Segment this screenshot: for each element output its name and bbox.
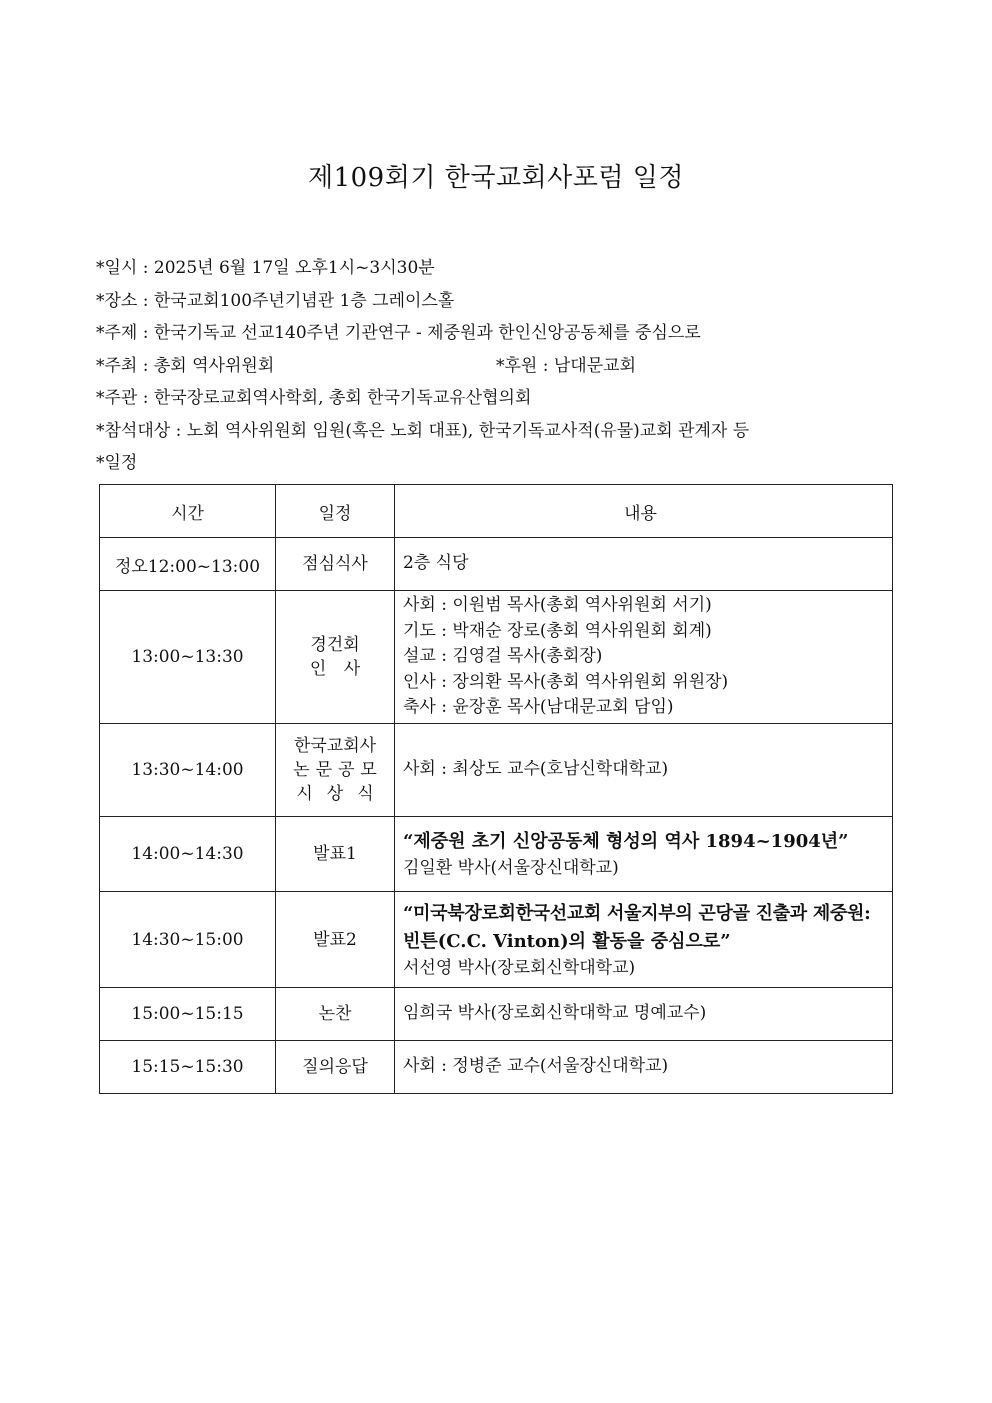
content-line: 임희국 박사(장로회신학대학교 명예교수) xyxy=(403,1003,707,1024)
row-time: 13:30~14:00 xyxy=(100,724,276,817)
presentation-speaker: 서선영 박사(장로회신학대학교) xyxy=(403,957,636,978)
info-host-row xyxy=(96,350,896,383)
presentation-title: 빈튼(C.C. Vinton)의 활동을 중심으로” xyxy=(403,930,731,952)
table-row xyxy=(100,817,893,892)
content-line: 축사 : 윤장훈 목사(남대문교회 담임) xyxy=(403,697,674,718)
row-time: 14:30~15:00 xyxy=(100,892,276,988)
info-date: *일시 : 2025년 6월 17일 오후1시~3시30분 xyxy=(96,258,435,278)
content-line: 사회 : 정병준 교수(서울장신대학교) xyxy=(403,1056,669,1077)
program-line: 논찬 xyxy=(318,1004,352,1024)
program-line: 점심식사 xyxy=(302,554,368,574)
row-time: 14:00~14:30 xyxy=(100,817,276,892)
row-program xyxy=(276,724,395,817)
row-program xyxy=(276,988,395,1041)
row-content xyxy=(395,591,893,724)
header-time: 시간 xyxy=(100,485,276,538)
page-title: 제109회기 한국교회사포럼 일정 xyxy=(307,163,685,193)
program-line: 경건회 xyxy=(310,635,360,655)
row-time: 13:00~13:30 xyxy=(100,591,276,724)
row-program xyxy=(276,591,395,724)
program-line: 논문공모 xyxy=(293,760,383,780)
info-sponsor: *후원 : 남대문교회 xyxy=(496,355,636,376)
info-host: *주최 : 총회 역사위원회 xyxy=(96,355,275,376)
row-content xyxy=(395,1041,893,1094)
content-line: 2층 식당 xyxy=(403,553,469,574)
program-line: 질의응답 xyxy=(302,1057,368,1077)
content-line: 설교 : 김영걸 목사(총회장) xyxy=(403,646,603,667)
program-line: 발표2 xyxy=(313,929,357,950)
program-line: 발표1 xyxy=(313,844,357,864)
schedule-table xyxy=(99,484,893,1094)
info-schedule-label: *일정 xyxy=(96,453,138,473)
info-organizer: *주관 : 한국장로교회역사학회, 총회 한국기독교유산협의회 xyxy=(96,388,532,408)
row-content xyxy=(395,724,893,817)
presentation-title: “미국북장로회한국선교회 서울지부의 곤당골 진출과 제중원: xyxy=(403,902,871,924)
program-line: 한국교회사 xyxy=(293,736,377,756)
row-content xyxy=(395,538,893,591)
content-line: 기도 : 박재순 장로(총회 역사위원회 회계) xyxy=(403,620,712,641)
row-program xyxy=(276,1041,395,1094)
presentation-speaker: 김일환 박사(서울장신대학교) xyxy=(403,858,619,878)
program-line: 시상식 xyxy=(296,784,388,804)
event-info xyxy=(96,252,896,480)
row-content xyxy=(395,988,893,1041)
row-content xyxy=(395,817,893,892)
row-content xyxy=(395,892,893,988)
table-row xyxy=(100,538,893,591)
info-place: *장소 : 한국교회100주년기념관 1층 그레이스홀 xyxy=(96,290,455,311)
row-time: 정오12:00~13:00 xyxy=(100,538,276,591)
table-row xyxy=(100,1041,893,1094)
info-participants: *참석대상 : 노회 역사위원회 임원(혹은 노회 대표), 한국기독교사적(유물)교회 관계자 등 xyxy=(96,420,750,441)
info-theme: *주제 : 한국기독교 선교140주년 기관연구 - 제중원과 한인신앙공동체를 중심으로 xyxy=(96,323,701,343)
row-time: 15:00~15:15 xyxy=(100,988,276,1041)
row-program xyxy=(276,538,395,591)
content-line: 인사 : 장의환 목사(총회 역사위원회 위원장) xyxy=(403,671,729,692)
table-header-row xyxy=(100,485,893,538)
row-program xyxy=(276,892,395,988)
row-time: 15:15~15:30 xyxy=(100,1041,276,1094)
program-line: 인 사 xyxy=(309,659,367,679)
content-line: 사회 : 최상도 교수(호남신학대학교) xyxy=(403,759,669,780)
table-row xyxy=(100,892,893,988)
header-program: 일정 xyxy=(276,485,395,538)
presentation-title: “제중원 초기 신앙공동체 형성의 역사 1894~1904년” xyxy=(403,831,849,852)
row-program xyxy=(276,817,395,892)
table-row xyxy=(100,591,893,724)
header-content: 내용 xyxy=(395,485,893,538)
table-row xyxy=(100,724,893,817)
table-row xyxy=(100,988,893,1041)
content-line: 사회 : 이원범 목사(총회 역사위원회 서기) xyxy=(403,595,712,616)
